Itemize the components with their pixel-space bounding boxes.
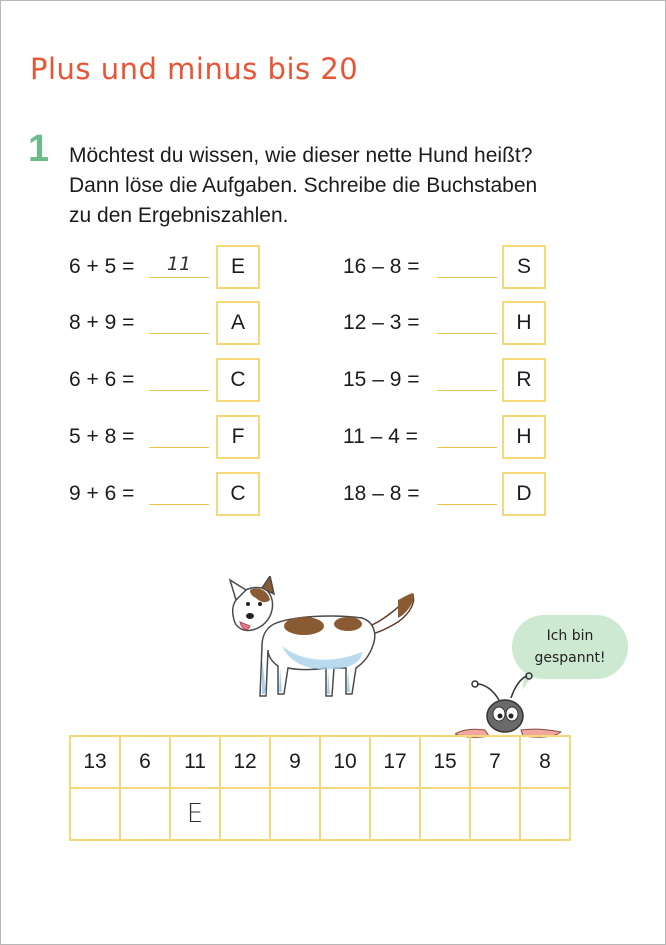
grid-letter-cell[interactable] xyxy=(120,788,170,840)
exercise-row xyxy=(343,301,553,347)
exercise-row xyxy=(343,415,553,461)
answer-line[interactable] xyxy=(149,447,209,448)
equation: 5 + 8 = xyxy=(69,425,135,448)
equation: 6 + 6 = xyxy=(69,368,135,391)
grid-number-cell: 15 xyxy=(420,736,470,788)
exercise-row xyxy=(69,301,269,347)
grid-number-cell: 11 xyxy=(170,736,220,788)
letter-box: D xyxy=(502,472,546,516)
exercise-row xyxy=(343,358,553,404)
grid-letter-cell[interactable] xyxy=(270,788,320,840)
instruction-line: Dann löse die Aufgaben. Schreibe die Buchstaben xyxy=(69,174,538,197)
equation: 6 + 5 = xyxy=(69,255,135,278)
letter-box: H xyxy=(502,415,546,459)
grid-letter-cell[interactable] xyxy=(370,788,420,840)
answer-line[interactable] xyxy=(437,504,497,505)
grid-number-cell: 7 xyxy=(470,736,520,788)
equation: 9 + 6 = xyxy=(69,482,135,505)
letter-box: A xyxy=(216,301,260,345)
answer-line[interactable] xyxy=(437,277,497,278)
page-title: Plus und minus bis 20 xyxy=(30,52,359,86)
instruction-line: Möchtest du wissen, wie dieser nette Hund heißt? xyxy=(69,144,533,167)
equation: 12 – 3 = xyxy=(343,311,420,334)
equation: 16 – 8 = xyxy=(343,255,420,278)
grid-letter-row xyxy=(70,788,570,840)
task-number: 1 xyxy=(28,128,50,170)
grid-letter-cell[interactable] xyxy=(70,788,120,840)
instruction-line: zu den Ergebniszahlen. xyxy=(69,204,289,227)
bubble-line: Ich bin xyxy=(546,628,594,644)
answer-line[interactable] xyxy=(149,277,209,278)
task-instructions xyxy=(69,141,629,231)
grid-number-cell: 13 xyxy=(70,736,120,788)
answer-text: 11 xyxy=(166,253,192,275)
letter-box: F xyxy=(216,415,260,459)
grid-number-cell: 12 xyxy=(220,736,270,788)
bubble-line: gespannt! xyxy=(534,650,606,666)
answer-line[interactable] xyxy=(149,333,209,334)
exercise-row xyxy=(69,358,269,404)
equation: 18 – 8 = xyxy=(343,482,420,505)
exercise-row xyxy=(69,245,269,291)
grid-number-cell: 10 xyxy=(320,736,370,788)
grid-number-cell: 8 xyxy=(520,736,570,788)
equation: 11 – 4 = xyxy=(343,425,418,448)
letter-box: E xyxy=(216,245,260,289)
letter-box: H xyxy=(502,301,546,345)
equation: 15 – 9 = xyxy=(343,368,420,391)
grid-number-cell: 6 xyxy=(120,736,170,788)
grid-letter-cell[interactable] xyxy=(320,788,370,840)
grid-letter-cell[interactable] xyxy=(420,788,470,840)
grid-letter-cell[interactable] xyxy=(220,788,270,840)
solution-grid xyxy=(69,735,571,841)
exercise-row xyxy=(69,415,269,461)
grid-number-cell: 9 xyxy=(270,736,320,788)
grid-letter-cell[interactable]: E xyxy=(170,788,220,840)
answer-line[interactable] xyxy=(437,447,497,448)
dog-illustration xyxy=(222,576,422,706)
answer-line[interactable] xyxy=(149,504,209,505)
letter-box: C xyxy=(216,472,260,516)
grid-letter-cell[interactable] xyxy=(470,788,520,840)
answer-line[interactable] xyxy=(437,390,497,391)
answer-line[interactable] xyxy=(149,390,209,391)
letter-box: R xyxy=(502,358,546,402)
letter-box: S xyxy=(502,245,546,289)
exercise-row xyxy=(343,472,553,518)
bug-illustration xyxy=(455,672,565,742)
answer-line[interactable] xyxy=(437,333,497,334)
grid-letter-cell[interactable] xyxy=(520,788,570,840)
letter-box: C xyxy=(216,358,260,402)
equation: 8 + 9 = xyxy=(69,311,135,334)
exercise-row xyxy=(69,472,269,518)
exercise-row xyxy=(343,245,553,291)
grid-number-row xyxy=(70,736,570,788)
grid-number-cell: 17 xyxy=(370,736,420,788)
